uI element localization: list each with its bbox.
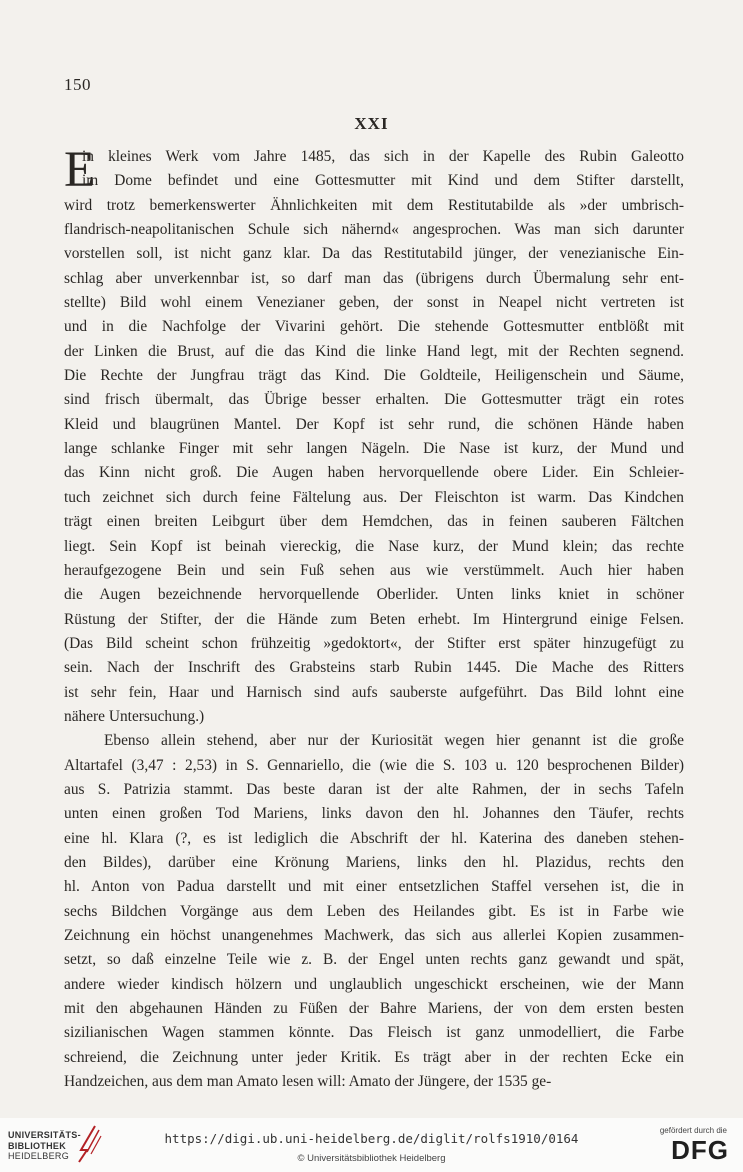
text-line: trägt einen breiten Leibgurt über dem Hemdchen, das in feinen sauberen Fältchen (64, 513, 684, 531)
dfg-logo: DFG (671, 1135, 729, 1165)
text-line: flandrisch-neapolitanischen Schule sich nähernd« angesprochen. Was man sich darunter (64, 221, 684, 239)
text-line: ist sehr fein, Haar und Harnisch sind aufs sauberste aufgeführt. Das Bild lohnt eine (64, 683, 684, 701)
text-line: wird trotz bemerkenswerter Ähnlichkeiten mit dem Restitutabilde als »der umbrisch- (64, 196, 684, 214)
text-line: eine hl. Klara (?, es ist lediglich die Abschrift der hl. Katerina des daneben stehen- (64, 829, 684, 847)
text-line: sizilianischen Wagen stammen könnte. Das Fleisch ist ganz unmodelliert, die Farbe (64, 1024, 684, 1042)
text-line: schreiend, die Zeichnung unter jeder Kritik. Es trägt aber in der rechten Ecke ein (64, 1048, 684, 1066)
text-line: Handzeichen, aus dem man Amato lesen will: Amato der Jüngere, der 1535 ge- (64, 1073, 552, 1091)
text-line: im Dome befindet und eine Gottesmutter mit Kind und dem Stifter darstellt, (82, 172, 684, 190)
text-line: lange schlanke Finger mit sehr langen Nägeln. Die Nase ist kurz, der Mund und (64, 440, 684, 458)
text-line: unten einen großen Tod Mariens, links davon den hl. Johannes den Täufer, rechts (64, 805, 684, 823)
library-name-line-1: UNIVERSITÄTS- (8, 1130, 81, 1140)
text-line: das Kinn nicht groß. Die Augen haben hervorquellende obere Lider. Ein Schleier- (64, 464, 684, 482)
text-line: die Augen bezeichnende hervorquellende Oberlider. Unten links kniet in schöner (64, 586, 684, 604)
text-line: setzt, so daß einzelne Teile wie z. B. der Engel unten rechts ganz gewandt und spät, (64, 951, 684, 969)
library-name-line-2: BIBLIOTHEK (8, 1140, 66, 1151)
text-line: Die Rechte der Jungfrau trägt das Kind. Die Goldteile, Heiligenschein und Säume, (64, 367, 684, 385)
footer-bar (0, 1118, 743, 1172)
chapter-heading: XXI (354, 114, 389, 133)
page-number: 150 (64, 75, 91, 94)
funding-caption: gefördert durch die (659, 1126, 727, 1135)
text-line: Ebenso allein stehend, aber nur der Kuriosität wegen hier genannt ist die große (104, 732, 684, 750)
text-line: tuch zeichnet sich durch feine Fältelung aus. Der Fleischton ist warm. Das Kindchen (64, 488, 684, 506)
text-line: in kleines Werk vom Jahre 1485, das sich in der Kapelle des Rubin Galeotto (82, 148, 684, 165)
page-url-link[interactable]: https://digi.ub.uni-heidelberg.de/diglit/rolfs1910/0164 (164, 1131, 579, 1146)
text-line: (Das Bild scheint schon frühzeitig »gedoktort«, der Stifter erst später hinzugefügt zu (64, 634, 684, 652)
copyright-notice: © Universitätsbibliothek Heidelberg (297, 1153, 446, 1164)
library-name-line-3: HEIDELBERG (8, 1151, 70, 1161)
text-line: heraufgezogene Bein und sein Fuß sehen aus wie verstümmelt. Auch hier haben (64, 561, 684, 579)
text-line: Kleid und blaugrünen Mantel. Der Kopf ist sehr rund, die schönen Hände haben (64, 415, 684, 433)
text-line: aus S. Patrizia stammt. Das beste daran ist der alte Rahmen, der in sechs Tafeln (64, 780, 684, 798)
body-text (64, 142, 684, 1094)
text-line: sechs Bildchen Vorgänge aus dem Leben des Heilandes gibt. Es ist in Farbe wie (64, 902, 684, 920)
text-line: andere wieder kindisch hölzern und unglaublich ungeschickt erscheinen, wie der Mann (64, 975, 684, 993)
text-line: hl. Anton von Padua darstellt und mit einer entsetzlichen Staffel versehen ist, die in (64, 878, 684, 896)
text-line: Altartafel (3,47 : 2,53) in S. Gennariello, die (wie die S. 103 u. 120 besprochenen Bilder) (64, 756, 684, 774)
text-line: liegt. Sein Kopf ist beinah viereckig, die Nase kurz, der Mund klein; das rechte (64, 537, 684, 555)
text-line: sind frisch übermalt, das Übrige besser erhalten. Die Gottesmutter trägt ein rotes (64, 391, 684, 409)
text-line: mit den abgehaunen Händen zu Füßen der Bahre Mariens, der von dem ersten besten (64, 1000, 684, 1018)
text-line: sein. Nach der Inschrift des Grabsteins starb Rubin 1445. Die Mache des Ritters (64, 659, 684, 677)
text-line: schlag aber unverkennbar ist, so darf man das (übrigens durch Übermalung sehr ent- (64, 269, 684, 287)
text-line: nähere Untersuchung.) (64, 707, 205, 725)
text-line: den Bildes), darüber eine Krönung Mariens, links den hl. Plazidus, rechts den (64, 853, 684, 871)
drop-cap: E (64, 142, 96, 198)
text-line: stellte) Bild wohl einem Venezianer geben, der sonst in Neapel nicht vertreten ist (64, 294, 684, 312)
text-line: und in die Nachfolge der Vivarini gehört. Die stehende Gottesmutter entblößt mit (64, 318, 684, 336)
text-line: der Linken die Brust, auf die das Kind die linke Hand legt, mit der Rechten segnend. (64, 342, 684, 360)
text-line: vorstellen soll, ist nicht ganz klar. Da das Restitutabild jünger, der venezianische Ein- (64, 245, 684, 263)
text-line: Zeichnung ein höchst unangenehmes Machwerk, das sich aus allerlei Kopien zusammen- (64, 927, 684, 944)
text-line: Rüstung der Stifter, der die Hände zum Beten erhebt. Im Hintergrund einige Felsen. (64, 610, 684, 628)
